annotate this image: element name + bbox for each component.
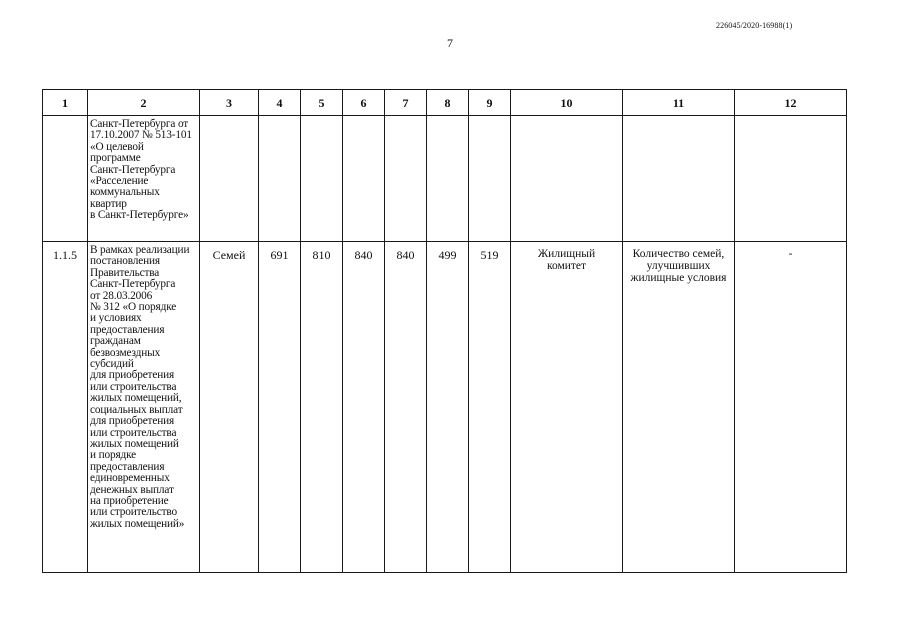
value-cell-9 xyxy=(469,242,511,573)
row-value-8 xyxy=(427,116,468,123)
indicator-cell xyxy=(623,242,735,573)
document-id: 226045/2020-16988(1) xyxy=(716,21,793,30)
value-cell-5 xyxy=(301,242,343,573)
row-value-4 xyxy=(259,116,300,123)
row-value-5: 810 xyxy=(312,248,331,262)
row-description: Санкт-Петербурга от 17.10.2007 № 513-101 «О целевой программе Санкт-Петербурга «Расселение коммунальных квартир в Санкт-Петербурге» xyxy=(90,118,192,222)
header-cell-11: 11 xyxy=(623,90,735,116)
value-cell-9 xyxy=(469,116,511,242)
header-cell-12: 12 xyxy=(735,90,847,116)
indicator-cell xyxy=(623,116,735,242)
note-cell xyxy=(735,116,847,242)
value-cell-8 xyxy=(427,242,469,573)
value-cell-7 xyxy=(385,116,427,242)
header-cell-1: 1 xyxy=(43,90,88,116)
row-value-6 xyxy=(343,116,384,123)
header-cell-2: 2 xyxy=(88,90,200,116)
row-executor: Жилищный комитет xyxy=(537,248,596,272)
row-value-7 xyxy=(385,116,426,123)
value-cell-7 xyxy=(385,242,427,573)
description-cell xyxy=(88,116,200,242)
description-cell xyxy=(88,242,200,573)
header-cell-6: 6 xyxy=(343,90,385,116)
code-cell xyxy=(43,242,88,573)
page-number: 7 xyxy=(447,36,453,50)
row-value-9: 519 xyxy=(480,248,499,262)
row-value-4: 691 xyxy=(270,248,289,262)
executor-cell xyxy=(511,116,623,242)
row-value-7: 840 xyxy=(396,248,415,262)
row-indicator xyxy=(623,116,734,122)
header-cell-9: 9 xyxy=(469,90,511,116)
row-note: - xyxy=(788,248,793,260)
row-executor xyxy=(511,116,622,122)
row-code: 1.1.5 xyxy=(53,248,77,262)
header-cell-5: 5 xyxy=(301,90,343,116)
header-cell-7: 7 xyxy=(385,90,427,116)
row-note xyxy=(735,116,846,122)
main-table xyxy=(42,89,847,573)
value-cell-6 xyxy=(343,116,385,242)
header-cell-10: 10 xyxy=(511,90,623,116)
value-cell-5 xyxy=(301,116,343,242)
value-cell-8 xyxy=(427,116,469,242)
table-row xyxy=(43,242,847,573)
row-indicator: Количество семей, улучшивших жилищные условия xyxy=(630,248,727,284)
header-cell-3: 3 xyxy=(200,90,259,116)
header-cell-8: 8 xyxy=(427,90,469,116)
row-code xyxy=(43,116,87,123)
value-cell-6 xyxy=(343,242,385,573)
row-value-6: 840 xyxy=(354,248,373,262)
row-value-9 xyxy=(469,116,510,123)
row-unit: Семей xyxy=(212,248,246,262)
row-value-8: 499 xyxy=(438,248,457,262)
row-value-5 xyxy=(301,116,342,123)
unit-cell xyxy=(200,116,259,242)
value-cell-4 xyxy=(259,242,301,573)
note-cell xyxy=(735,242,847,573)
unit-cell xyxy=(200,242,259,573)
header-cell-4: 4 xyxy=(259,90,301,116)
executor-cell xyxy=(511,242,623,573)
row-description: В рамках реализации постановления Правительства Санкт-Петербурга от 28.03.2006 № 312 «О порядке и условиях предоставления гражданам безвозмездных субсидий для приобретения или строительства жилых помещений, социальных выплат для приобретения или строительства жилых помещений и порядке предоставления единовременных денежных выплат на приобретение или строительство жилых помещений» xyxy=(90,244,190,530)
code-cell xyxy=(43,116,88,242)
row-unit xyxy=(200,116,258,123)
header-row xyxy=(43,90,847,116)
value-cell-4 xyxy=(259,116,301,242)
table-row xyxy=(43,116,847,242)
